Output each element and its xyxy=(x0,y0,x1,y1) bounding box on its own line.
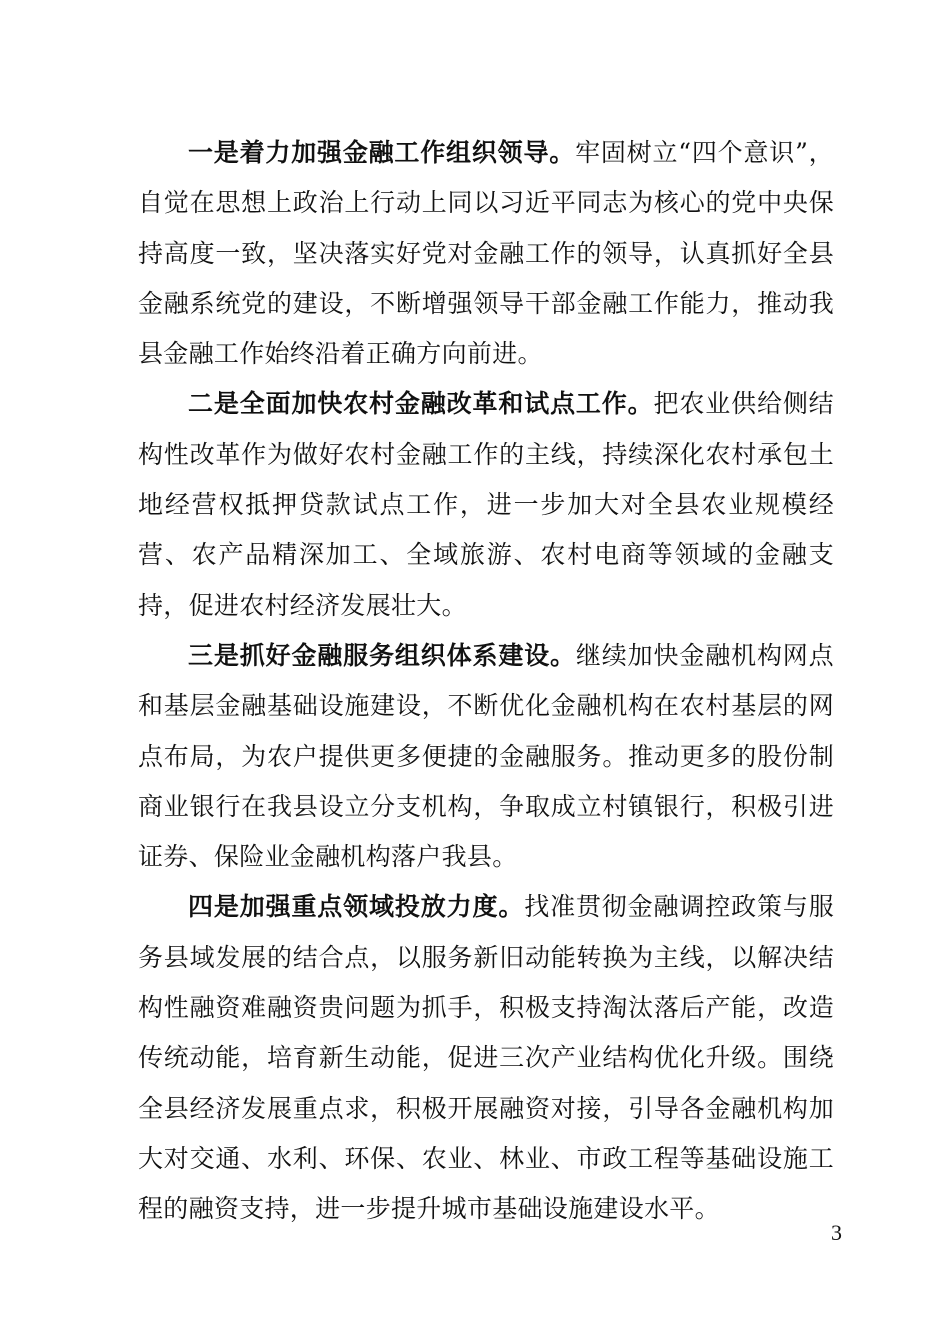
paragraph-2-text: 把农业供给侧结构性改革作为做好农村金融工作的主线，持续深化农村承包土地经营权抵押贷款试点工作，进一步加大对全县农业规模经营、农产品精深加工、全域旅游、农村电商等领域的金融支持，促进农村经济发展壮大。 xyxy=(138,389,834,620)
paragraph-2-heading: 二是全面加快农村金融改革和试点工作。 xyxy=(188,389,654,419)
paragraph-1-text: 牢固树立“四个意识”，自觉在思想上政治上行动上同以习近平同志为核心的党中央保持高度一致，坚决落实好党对金融工作的领导，认真抓好全县金融系统党的建设，不断增强领导干部金融工作能力，推动我县金融工作始终沿着正确方向前进。 xyxy=(138,138,834,369)
paragraph-3-heading: 三是抓好金融服务组织体系建设。 xyxy=(188,640,576,670)
paragraph-4-heading: 四是加强重点领域投放力度。 xyxy=(188,892,525,922)
paragraph-4 xyxy=(138,882,834,1234)
paragraph-2 xyxy=(138,379,834,630)
paragraph-3 xyxy=(138,631,834,882)
paragraph-1-heading: 一是着力加强金融工作组织领导。 xyxy=(188,138,576,167)
document-body xyxy=(138,128,834,1235)
paragraph-1 xyxy=(138,128,834,379)
paragraph-3-text: 继续加快金融机构网点和基层金融基础设施建设，不断优化金融机构在农村基层的网点布局，为农户提供更多便捷的金融服务。推动更多的股份制商业银行在我县设立分支机构，争取成立村镇银行，积极引进证券、保险业金融机构落户我县。 xyxy=(138,640,834,872)
paragraph-4-text: 找准贯彻金融调控政策与服务县域发展的结合点，以服务新旧动能转换为主线，以解决结构性融资难融资贵问题为抓手，积极支持淘汰落后产能，改造传统动能，培育新生动能，促进三次产业结构优化升级。围绕全县经济发展重点求，积极开展融资对接，引导各金融机构加大对交通、水利、环保、农业、林业、市政工程等基础设施工程的融资支持，进一步提升城市基础设施建设水平。 xyxy=(138,892,835,1224)
page-number: 3 xyxy=(831,1220,842,1245)
